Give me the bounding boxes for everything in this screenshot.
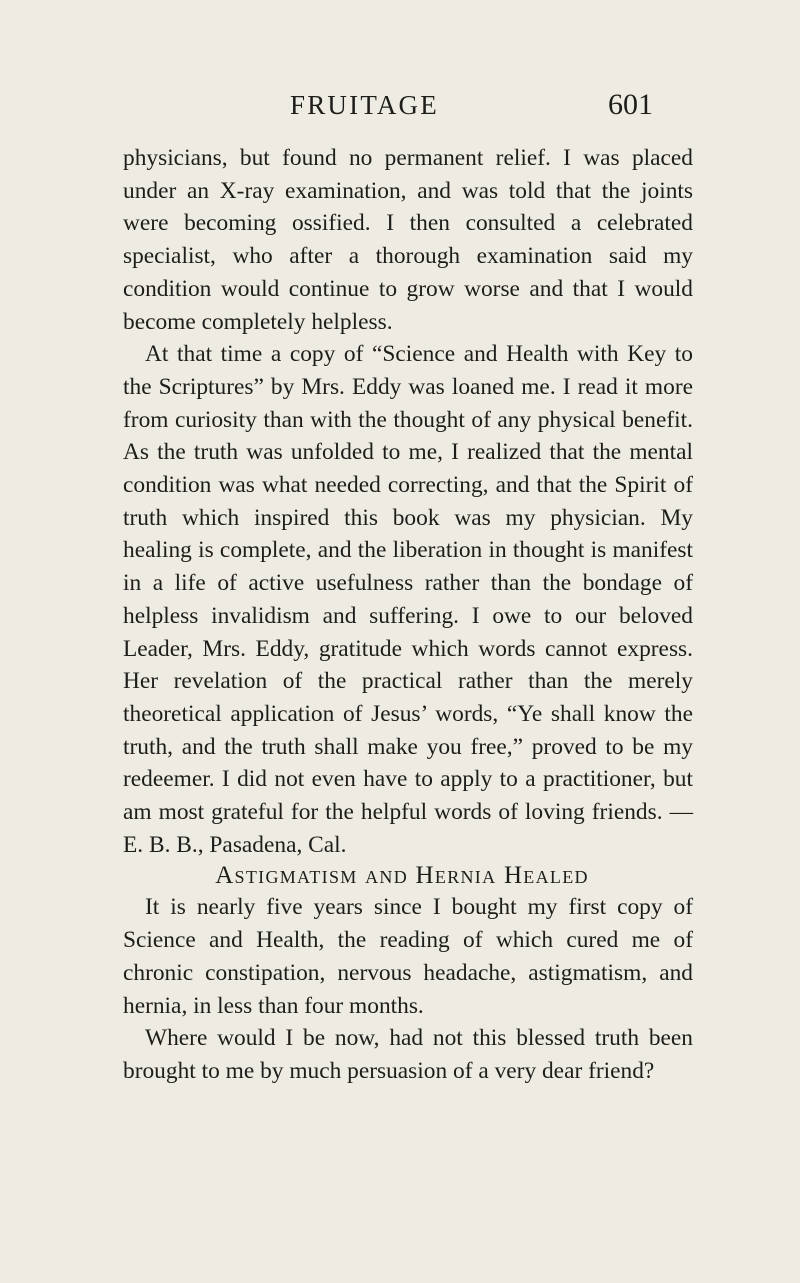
paragraph-testimony: At that time a copy of “Science and Health with Key to the Scriptures” by Mrs. Eddy was loaned me. I read it more from curiosity than with the thought of any physical benefit. As the truth was unfolded to me, I realized that the mental condition was what needed correcting, and that the Spirit of truth which inspired this book was my physician. My healing is complete, and the liberation in thought is manifest in a life of active usefulness rather than the bondage of helpless invalidism and suffering. I owe to our beloved Leader, Mrs. Eddy, gratitude which words cannot express. Her revelation of the practical rather than the merely theoretical application of Jesus’ words, “Ye shall know the truth, and the truth shall make you free,” proved to be my redeemer. I did not even have to apply to a practitioner, but am most grateful for the helpful words of loving friends. — E. B. B., Pasadena, Cal. xyxy=(123,341,693,858)
paragraph-testimony-continued: Where would I be now, had not this blessed truth been brought to me by much persuasion of a very dear friend? xyxy=(123,1025,693,1084)
running-head xyxy=(0,88,800,132)
running-title: FRUITAGE xyxy=(290,90,439,120)
page-number: 601 xyxy=(608,88,653,121)
section-heading: Astigmatism and Hernia Healed xyxy=(215,862,589,890)
body-text xyxy=(123,142,693,1088)
paragraph-testimony-start: It is nearly five years since I bought my first copy of Science and Health, the reading of which cured me of chronic constipation, nervous headache, astigmatism, and hernia, in less than four months. xyxy=(123,894,693,1019)
paragraph-continued: physicians, but found no permanent relief. I was placed under an X-ray examination, and was told that the joints were becoming ossified. I then consulted a celebrated specialist, who after a thorough examination said my condition would continue to grow worse and that I would become completely helpless. xyxy=(123,145,693,335)
